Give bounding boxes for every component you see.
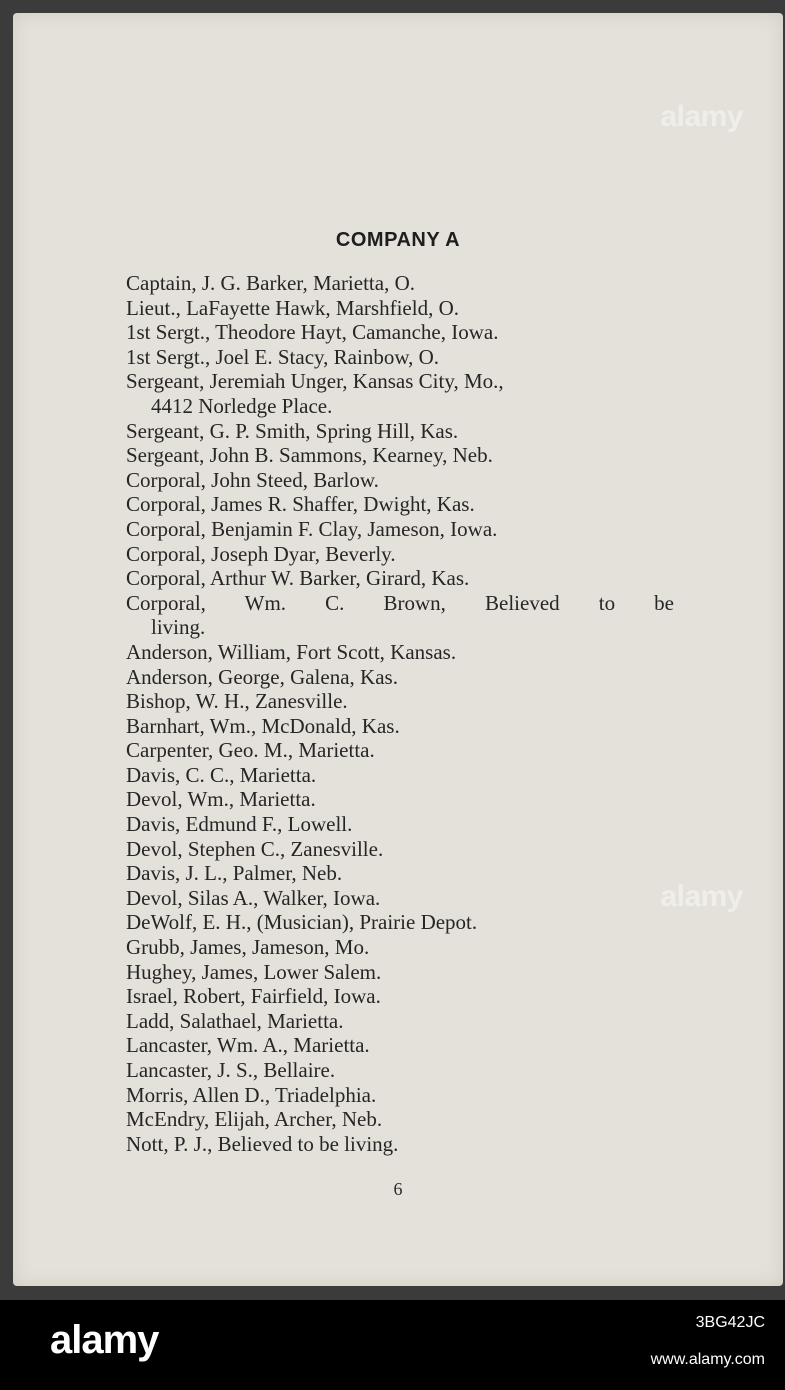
roster-entry: Israel, Robert, Fairfield, Iowa. xyxy=(126,984,381,1009)
roster-entry: Captain, J. G. Barker, Marietta, O. xyxy=(126,271,415,295)
alamy-logo: alamy xyxy=(50,1318,159,1362)
watermark: alamy xyxy=(660,880,743,913)
booklet-page xyxy=(13,13,783,1286)
roster-entry: Anderson, William, Fort Scott, Kansas. xyxy=(126,639,457,664)
roster-entry: Carpenter, Geo. M., Marietta. xyxy=(126,738,375,763)
page-number: 6 xyxy=(393,1179,403,1199)
roster-entry: Lancaster, Wm. A., Marietta. xyxy=(126,1033,370,1058)
roster-entry: Corporal, Benjamin F. Clay, Jameson, Iowa. xyxy=(126,516,498,541)
company-heading: COMPANY A xyxy=(335,229,461,251)
roster-entry: Grubb, James, Jameson, Mo. xyxy=(126,935,370,960)
roster-entry: Sergeant, G. P. Smith, Spring Hill, Kas. xyxy=(126,418,459,443)
roster-entry: 1st Sergt., Theodore Hayt, Camanche, Iowa. xyxy=(126,320,499,345)
roster-entry: Anderson, George, Galena, Kas. xyxy=(126,664,398,689)
roster-entry: Davis, C. C., Marietta. xyxy=(126,762,317,787)
watermark: alamy xyxy=(660,100,743,133)
roster-entry: Devol, Wm., Marietta. xyxy=(126,787,316,812)
roster-entry: Davis, Edmund F., Lowell. xyxy=(126,812,353,837)
roster-entry: Nott, P. J., Believed to be living. xyxy=(126,1131,399,1156)
roster-entry: Corporal, Joseph Dyar, Beverly. xyxy=(126,541,396,566)
roster-list xyxy=(126,271,674,1156)
roster-entry: Devol, Stephen C., Zanesville. xyxy=(126,836,384,861)
roster-entry: Morris, Allen D., Triadelphia. xyxy=(126,1082,377,1107)
stock-footer xyxy=(0,1300,785,1390)
image-id: 3BG42JC xyxy=(695,1314,765,1331)
roster-entry-continuation: living. xyxy=(151,615,206,640)
roster-entry: Sergeant, Jeremiah Unger, Kansas City, Mo., xyxy=(126,369,504,394)
roster-entry: Bishop, W. H., Zanesville. xyxy=(126,689,348,714)
roster-entry: Ladd, Salathael, Marietta. xyxy=(126,1008,344,1033)
roster-entry: DeWolf, E. H., (Musician), Prairie Depot. xyxy=(126,910,478,935)
roster-entry: Corporal, Wm. C. Brown, Believed to be xyxy=(126,590,674,615)
roster-entry: McEndry, Elijah, Archer, Neb. xyxy=(126,1107,383,1132)
roster-entry: 1st Sergt., Joel E. Stacy, Rainbow, O. xyxy=(126,344,440,369)
roster-entry: Lancaster, J. S., Bellaire. xyxy=(126,1058,336,1082)
roster-entry: Devol, Silas A., Walker, Iowa. xyxy=(126,885,381,910)
roster-entry: Corporal, Arthur W. Barker, Girard, Kas. xyxy=(126,566,470,591)
roster-entry: Sergeant, John B. Sammons, Kearney, Neb. xyxy=(126,443,493,468)
roster-entry: Barnhart, Wm., McDonald, Kas. xyxy=(126,713,400,738)
roster-entry-continuation: 4412 Norledge Place. xyxy=(151,393,333,418)
footer-url: www.alamy.com xyxy=(650,1351,765,1368)
roster-entry: Lieut., LaFayette Hawk, Marshfield, O. xyxy=(126,295,459,320)
roster-entry: Hughey, James, Lower Salem. xyxy=(126,959,382,984)
roster-entry: Corporal, James R. Shaffer, Dwight, Kas. xyxy=(126,492,475,517)
roster-entry: Corporal, John Steed, Barlow. xyxy=(126,467,379,492)
roster-entry: Davis, J. L., Palmer, Neb. xyxy=(126,861,343,886)
